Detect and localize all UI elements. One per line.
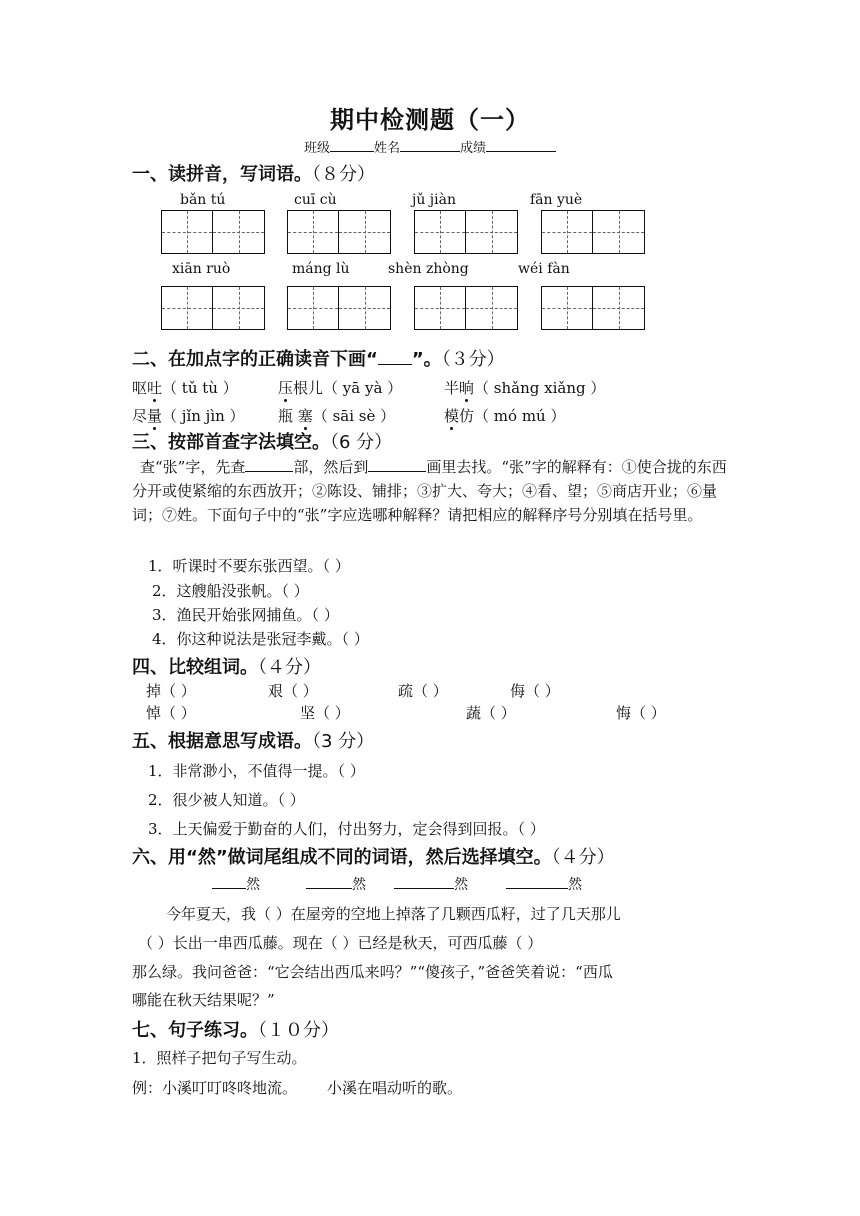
section-6-heading: 六、用“然”做词尾组成不同的词语，然后选择填空。（４分） bbox=[132, 847, 615, 868]
pinyin-3: jǔ jiàn bbox=[412, 192, 456, 208]
fill-paragraph-line: （ ）长出一串西瓜藤。现在（ ）已经是秋天，可西瓜藤（ ） bbox=[138, 934, 543, 952]
writing-grid[interactable] bbox=[541, 286, 645, 330]
section-3-paragraph: 查“张”字，先查 部，然后到 画里去找。“张”字的解释有：①使合拢的东西分开或使紧缩的东西放开；②陈设、铺排；③扩大、夸大；④看、望；⑤商店开业；⑥量词；⑦姓。下面句子中的“张”字应选哪种解释？请把相应的解释序号分别填在括号里。 bbox=[132, 458, 727, 524]
section-2-heading: 二、在加点字的正确读音下画“ ”。（３分） bbox=[132, 349, 505, 370]
section-7-heading: 七、句子练习。（１０分） bbox=[132, 1020, 339, 1041]
student-info-line bbox=[0, 137, 860, 156]
section-1-heading: 一、读拼音，写词语。（８分） bbox=[132, 164, 375, 185]
question-item: 2．这艘船没张帆。（ ） bbox=[152, 582, 309, 600]
writing-grid[interactable] bbox=[287, 286, 391, 330]
pinyin-4: fān yuè bbox=[530, 192, 583, 208]
question-item: 4．你这种说法是张冠李戴。（ ） bbox=[152, 630, 369, 648]
pinyin-7: shèn zhòng bbox=[388, 261, 469, 277]
compare-item: 侮（ ） bbox=[510, 682, 560, 700]
question-item: 1．照样子把句子写生动。 bbox=[132, 1049, 307, 1067]
compare-item: 悼（ ） bbox=[146, 704, 196, 722]
pronunciation-item: 尽量（ jǐn jìn ） bbox=[132, 407, 245, 425]
section-3-heading: 三、按部首查字法填空。（6 分） bbox=[132, 432, 393, 453]
writing-grid[interactable] bbox=[161, 210, 265, 254]
ran-blank[interactable]: 然 bbox=[306, 874, 366, 894]
pinyin-2: cuī cù bbox=[294, 192, 337, 208]
pinyin-5: xiān ruò bbox=[172, 261, 231, 277]
compare-item: 悔（ ） bbox=[616, 704, 666, 722]
question-item: 3．渔民开始张网捕鱼。（ ） bbox=[152, 606, 339, 624]
writing-grid[interactable] bbox=[161, 286, 265, 330]
score-label: 成绩 bbox=[460, 141, 487, 156]
class-blank[interactable] bbox=[330, 139, 374, 152]
fill-paragraph-line: 那么绿。我问爸爸：“它会结出西瓜来吗？”“傻孩子，”爸爸笑着说：“西瓜 bbox=[132, 963, 613, 981]
compare-item: 蔬（ ） bbox=[466, 704, 516, 722]
compare-item: 掉（ ） bbox=[146, 682, 196, 700]
pronunciation-item: 呕吐（ tǔ tù ） bbox=[132, 379, 238, 397]
idiom-item: 2．很少被人知道。（ ） bbox=[148, 791, 305, 809]
page-title: 期中检测题（一） bbox=[330, 106, 530, 134]
idiom-item: 1．非常渺小，不值得一提。（ ） bbox=[148, 762, 365, 780]
compare-item: 坚（ ） bbox=[300, 704, 350, 722]
pinyin-6: máng lù bbox=[292, 261, 350, 277]
fill-paragraph-line: 哪能在秋天结果呢？” bbox=[132, 991, 275, 1009]
pronunciation-item: 瓶 塞（ sāi sè ） bbox=[278, 407, 396, 425]
pronunciation-item: 半晌（ shǎng xiǎng ） bbox=[444, 379, 606, 397]
score-blank[interactable] bbox=[486, 139, 556, 152]
compare-item: 艰（ ） bbox=[268, 682, 318, 700]
class-label: 班级 bbox=[303, 141, 330, 156]
section-5-heading: 五、根据意思写成语。（3 分） bbox=[132, 731, 375, 752]
name-blank[interactable] bbox=[400, 139, 460, 152]
question-item: 1．听课时不要东张西望。（ ） bbox=[148, 557, 350, 575]
ran-blank[interactable]: 然 bbox=[394, 874, 468, 894]
section-4-heading: 四、比较组词。（４分） bbox=[132, 657, 321, 678]
writing-grid[interactable] bbox=[541, 210, 645, 254]
pronunciation-item: 模仿（ mó mú ） bbox=[444, 407, 566, 425]
name-label: 姓名 bbox=[373, 141, 400, 156]
pinyin-8: wéi fàn bbox=[518, 261, 570, 277]
pinyin-1: bǎn tú bbox=[180, 192, 226, 208]
compare-item: 疏（ ） bbox=[398, 682, 448, 700]
ran-blank[interactable]: 然 bbox=[212, 874, 260, 894]
idiom-item: 3．上天偏爱于勤奋的人们，付出努力，定会得到回报。（ ） bbox=[148, 820, 545, 838]
writing-grid[interactable] bbox=[414, 286, 518, 330]
fill-paragraph-line: 今年夏天，我（ ）在屋旁的空地上掉落了几颗西瓜籽，过了几天那儿 bbox=[166, 905, 621, 923]
pronunciation-item: 压根儿（ yā yà ） bbox=[278, 379, 403, 397]
example-line: 例：小溪叮叮咚咚地流。 小溪在唱动听的歌。 bbox=[132, 1079, 463, 1097]
writing-grid[interactable] bbox=[414, 210, 518, 254]
ran-blank[interactable]: 然 bbox=[506, 874, 582, 894]
writing-grid[interactable] bbox=[287, 210, 391, 254]
